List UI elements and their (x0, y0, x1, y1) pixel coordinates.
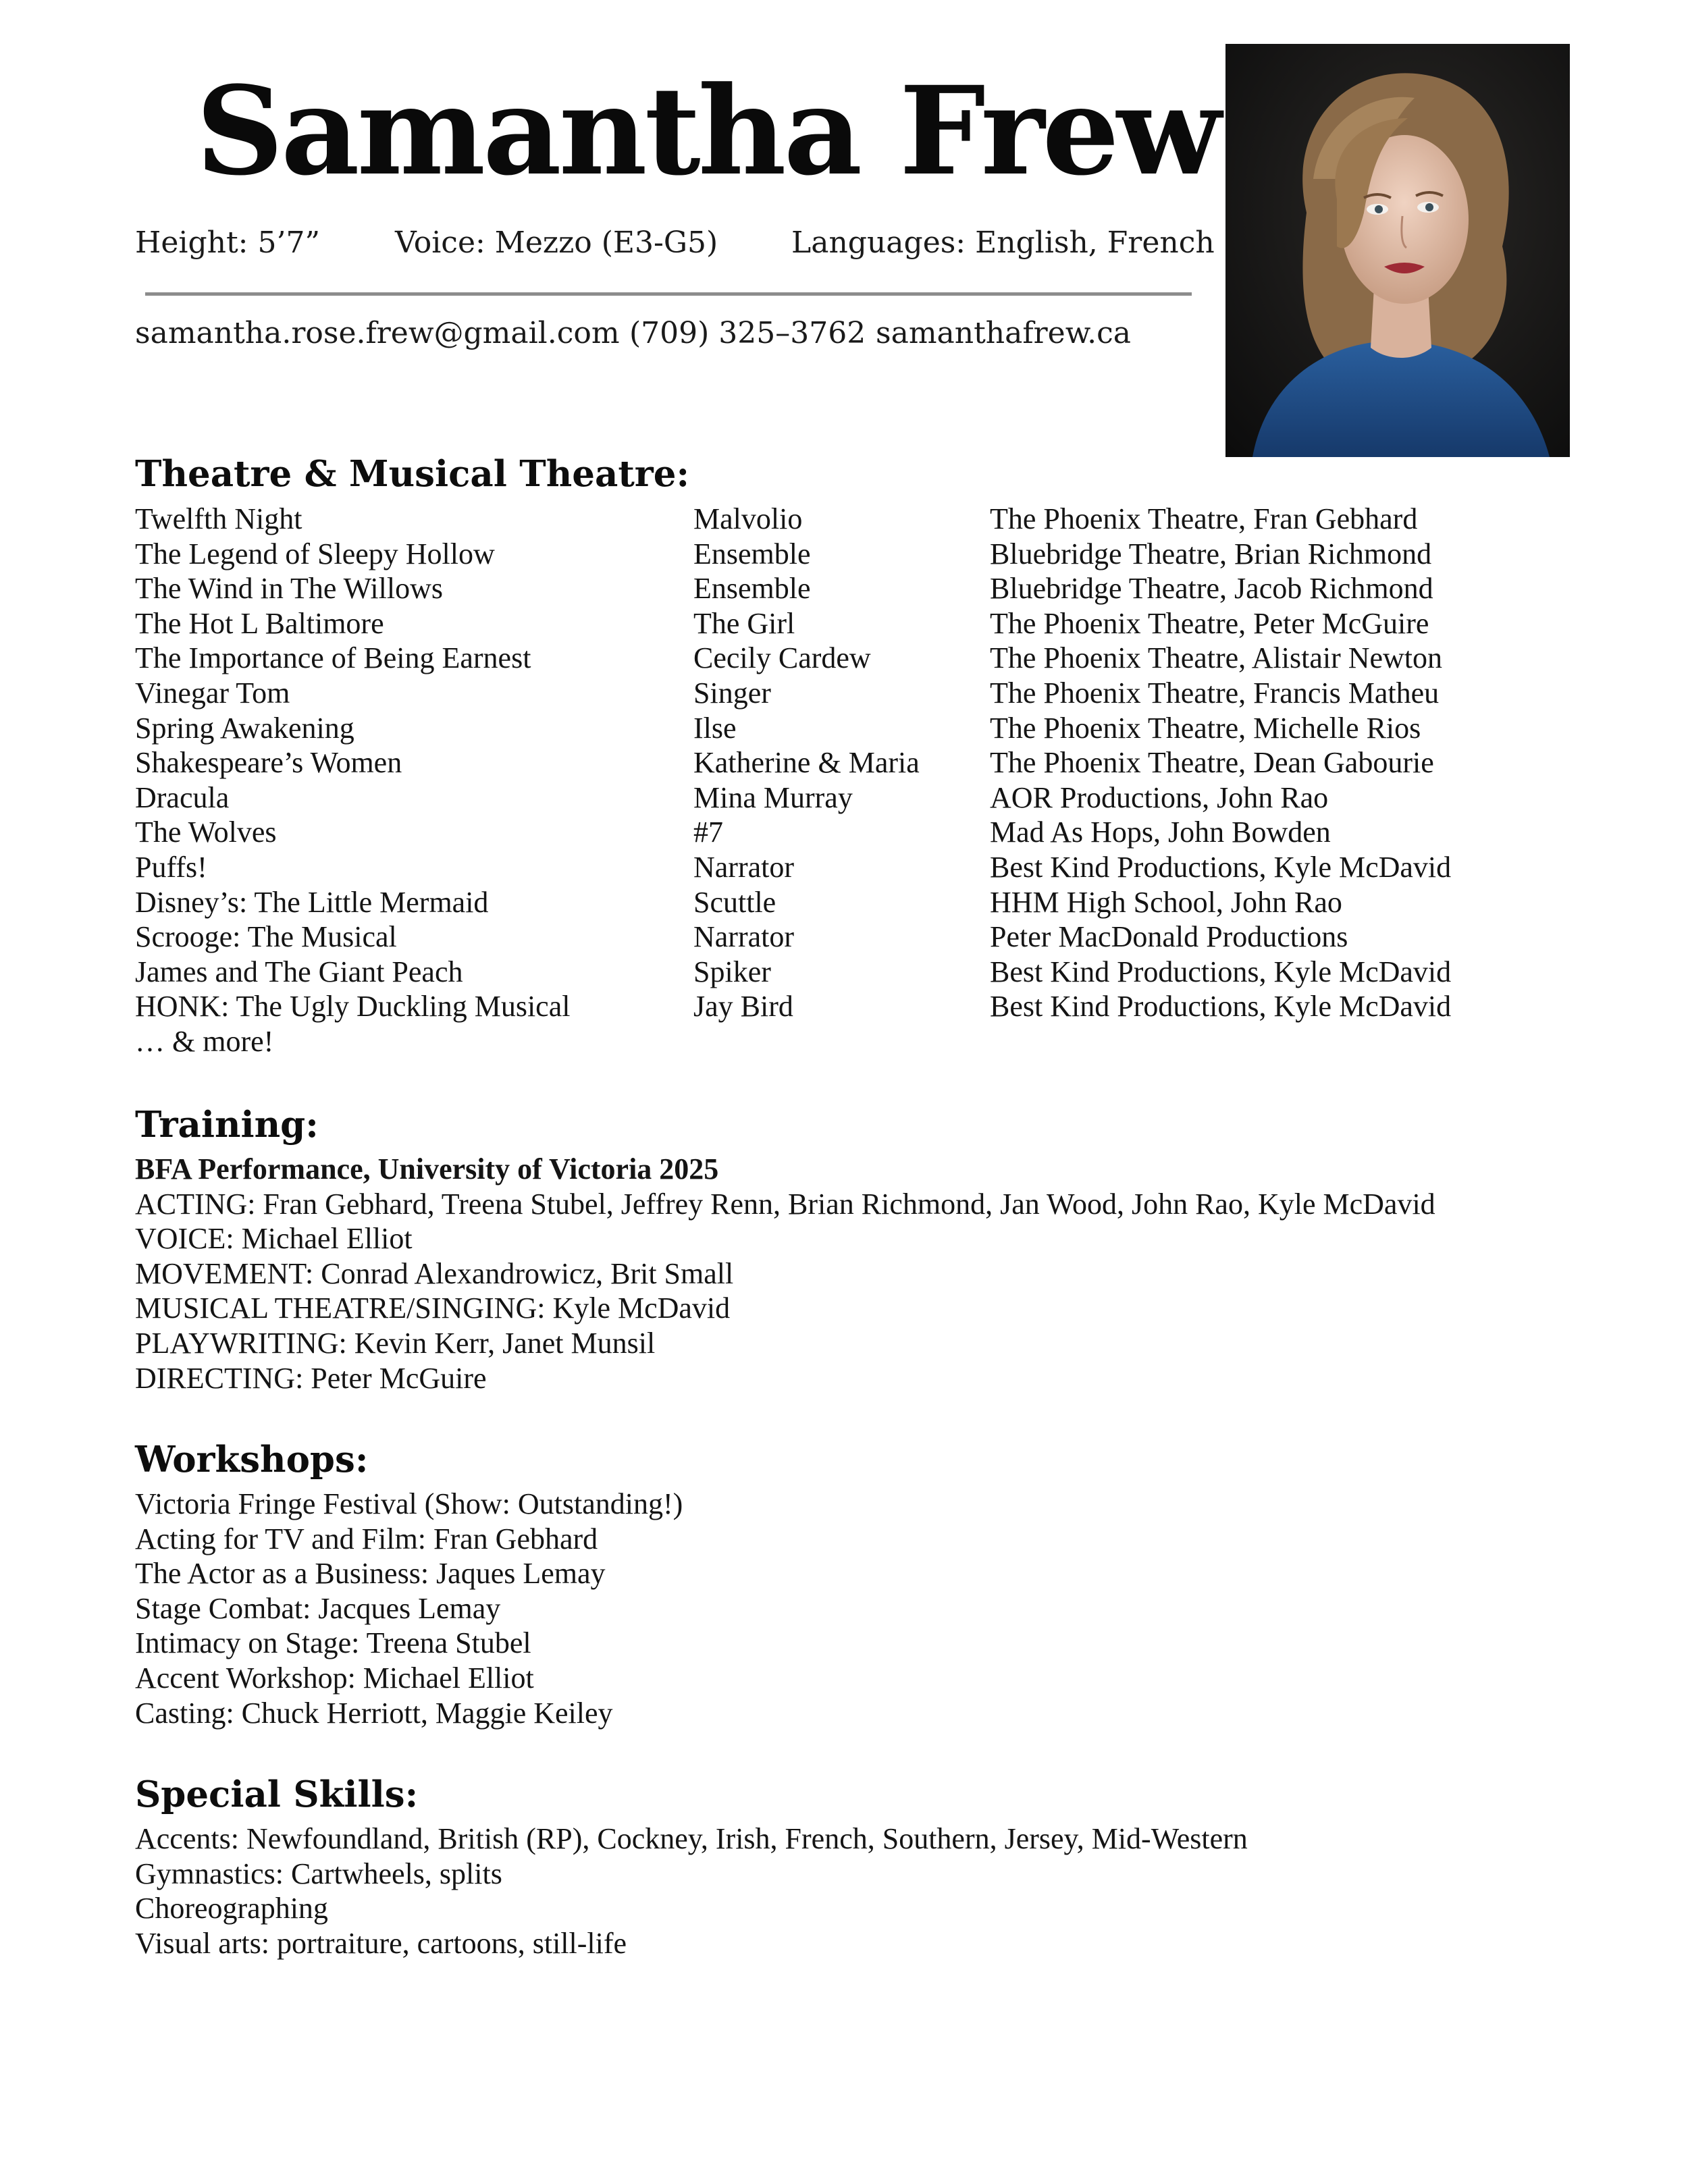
workshops-heading: Workshops: (135, 1439, 369, 1481)
credit-company: Peter MacDonald Productions (990, 920, 1348, 954)
credit-company: The Phoenix Theatre, Peter McGuire (990, 606, 1429, 640)
credit-show: The Wind in The Willows (135, 572, 443, 606)
credit-row (135, 606, 1553, 641)
website-link[interactable]: samanthafrew.ca (876, 316, 1132, 350)
email-link[interactable]: samantha.rose.frew@gmail.com (135, 316, 620, 350)
workshops-list (135, 1487, 683, 1730)
credit-show: Shakespeare’s Women (135, 746, 402, 780)
credit-company: Mad As Hops, John Bowden (990, 816, 1331, 849)
training-line: ACTING: Fran Gebhard, Treena Stubel, Jeffrey Renn, Brian Richmond, Jan Wood, John Rao, Kyle McDavid (135, 1187, 1435, 1221)
credit-show: The Hot L Baltimore (135, 606, 384, 640)
credit-company: The Phoenix Theatre, Alistair Newton (990, 641, 1443, 675)
credit-company: The Phoenix Theatre, Francis Matheu (990, 676, 1440, 710)
credit-role: Mina Murray (693, 780, 853, 814)
skills-list (135, 1821, 1248, 1961)
workshop-line: Casting: Chuck Herriott, Maggie Keiley (135, 1696, 613, 1730)
credit-show: Spring Awakening (135, 711, 354, 745)
skill-line: Choreographing (135, 1892, 328, 1925)
training-list (135, 1152, 1435, 1395)
credit-row (135, 502, 1553, 537)
credit-show: Twelfth Night (135, 502, 302, 535)
credit-company: Best Kind Productions, Kyle McDavid (990, 955, 1452, 988)
credit-row (135, 571, 1553, 606)
workshop-line: Intimacy on Stage: Treena Stubel (135, 1626, 531, 1660)
training-line: VOICE: Michael Elliot (135, 1222, 413, 1256)
credit-row (135, 885, 1553, 920)
credit-role: #7 (693, 816, 723, 849)
credit-more-text: … & more! (135, 1024, 274, 1058)
credit-show: HONK: The Ugly Duckling Musical (135, 990, 571, 1023)
credit-show: Dracula (135, 780, 230, 814)
credit-row (135, 850, 1553, 885)
credit-role: Scuttle (693, 885, 776, 919)
credit-role: Spiker (693, 955, 771, 988)
credit-role: Singer (693, 676, 771, 710)
headshot-illustration (1225, 44, 1570, 457)
skill-line: Visual arts: portraiture, cartoons, still-life (135, 1926, 627, 1960)
languages-stat: Languages: English, French (791, 225, 1215, 260)
theatre-heading: Theatre & Musical Theatre: (135, 453, 690, 495)
skill-line: Gymnastics: Cartwheels, splits (135, 1857, 502, 1890)
skills-heading: Special Skills: (135, 1774, 419, 1815)
credit-company: The Phoenix Theatre, Fran Gebhard (990, 502, 1418, 535)
voice-stat: Voice: Mezzo (E3-G5) (395, 225, 718, 260)
credit-row (135, 920, 1553, 955)
credit-show: Scrooge: The Musical (135, 920, 397, 954)
training-line: PLAYWRITING: Kevin Kerr, Janet Munsil (135, 1326, 656, 1360)
training-degree: BFA Performance, University of Victoria 2025 (135, 1152, 719, 1186)
skill-line: Accents: Newfoundland, British (RP), Cockney, Irish, French, Southern, Jersey, Mid-Western (135, 1822, 1248, 1855)
workshop-line: Stage Combat: Jacques Lemay (135, 1591, 501, 1625)
credit-company: Bluebridge Theatre, Jacob Richmond (990, 572, 1433, 606)
credit-show: James and The Giant Peach (135, 955, 463, 988)
credit-show: Puffs! (135, 850, 207, 884)
credit-role: Jay Bird (693, 990, 793, 1023)
credit-role: Ensemble (693, 537, 811, 570)
credit-role: Ensemble (693, 572, 811, 606)
credit-role: The Girl (693, 606, 795, 640)
credit-row (135, 780, 1553, 816)
credit-row (135, 711, 1553, 746)
credit-company: The Phoenix Theatre, Michelle Rios (990, 711, 1421, 745)
credit-role: Cecily Cardew (693, 641, 871, 675)
credit-show: The Wolves (135, 816, 277, 849)
credit-role: Ilse (693, 711, 737, 745)
credit-row (135, 989, 1553, 1024)
credit-row (135, 537, 1553, 572)
training-line: DIRECTING: Peter McGuire (135, 1361, 487, 1395)
phone-number[interactable]: (709) 325–3762 (629, 316, 866, 350)
header-divider (145, 292, 1192, 296)
credit-company: The Phoenix Theatre, Dean Gabourie (990, 746, 1434, 780)
credit-row (135, 641, 1553, 676)
credit-row (135, 955, 1553, 990)
height-stat: Height: 5’7” (135, 225, 320, 260)
credit-role: Narrator (693, 920, 795, 954)
credit-company: Best Kind Productions, Kyle McDavid (990, 850, 1452, 884)
training-line: MUSICAL THEATRE/SINGING: Kyle McDavid (135, 1291, 731, 1325)
credit-row (135, 745, 1553, 780)
headshot-photo (1225, 44, 1570, 457)
credit-row (135, 676, 1553, 711)
workshop-line: Acting for TV and Film: Fran Gebhard (135, 1522, 598, 1555)
credit-show: The Importance of Being Earnest (135, 641, 531, 675)
workshop-line: Accent Workshop: Michael Elliot (135, 1661, 534, 1695)
credit-role: Narrator (693, 850, 795, 884)
credit-more (135, 1024, 1553, 1059)
training-line: MOVEMENT: Conrad Alexandrowicz, Brit Small (135, 1256, 734, 1290)
theatre-credits-table (135, 502, 1553, 1059)
workshop-line: The Actor as a Business: Jaques Lemay (135, 1557, 606, 1591)
credit-role: Katherine & Maria (693, 746, 920, 780)
credit-row (135, 815, 1553, 850)
credit-company: Bluebridge Theatre, Brian Richmond (990, 537, 1432, 570)
credit-role: Malvolio (693, 502, 803, 535)
credit-show: Vinegar Tom (135, 676, 290, 710)
credit-company: HHM High School, John Rao (990, 885, 1342, 919)
credit-show: Disney’s: The Little Mermaid (135, 885, 489, 919)
training-heading: Training: (135, 1104, 319, 1146)
credit-show: The Legend of Sleepy Hollow (135, 537, 495, 570)
credit-company: AOR Productions, John Rao (990, 780, 1329, 814)
credit-company: Best Kind Productions, Kyle McDavid (990, 990, 1452, 1023)
resume-name: Samantha Frew (196, 60, 1219, 203)
workshop-line: Victoria Fringe Festival (Show: Outstanding!) (135, 1487, 683, 1520)
